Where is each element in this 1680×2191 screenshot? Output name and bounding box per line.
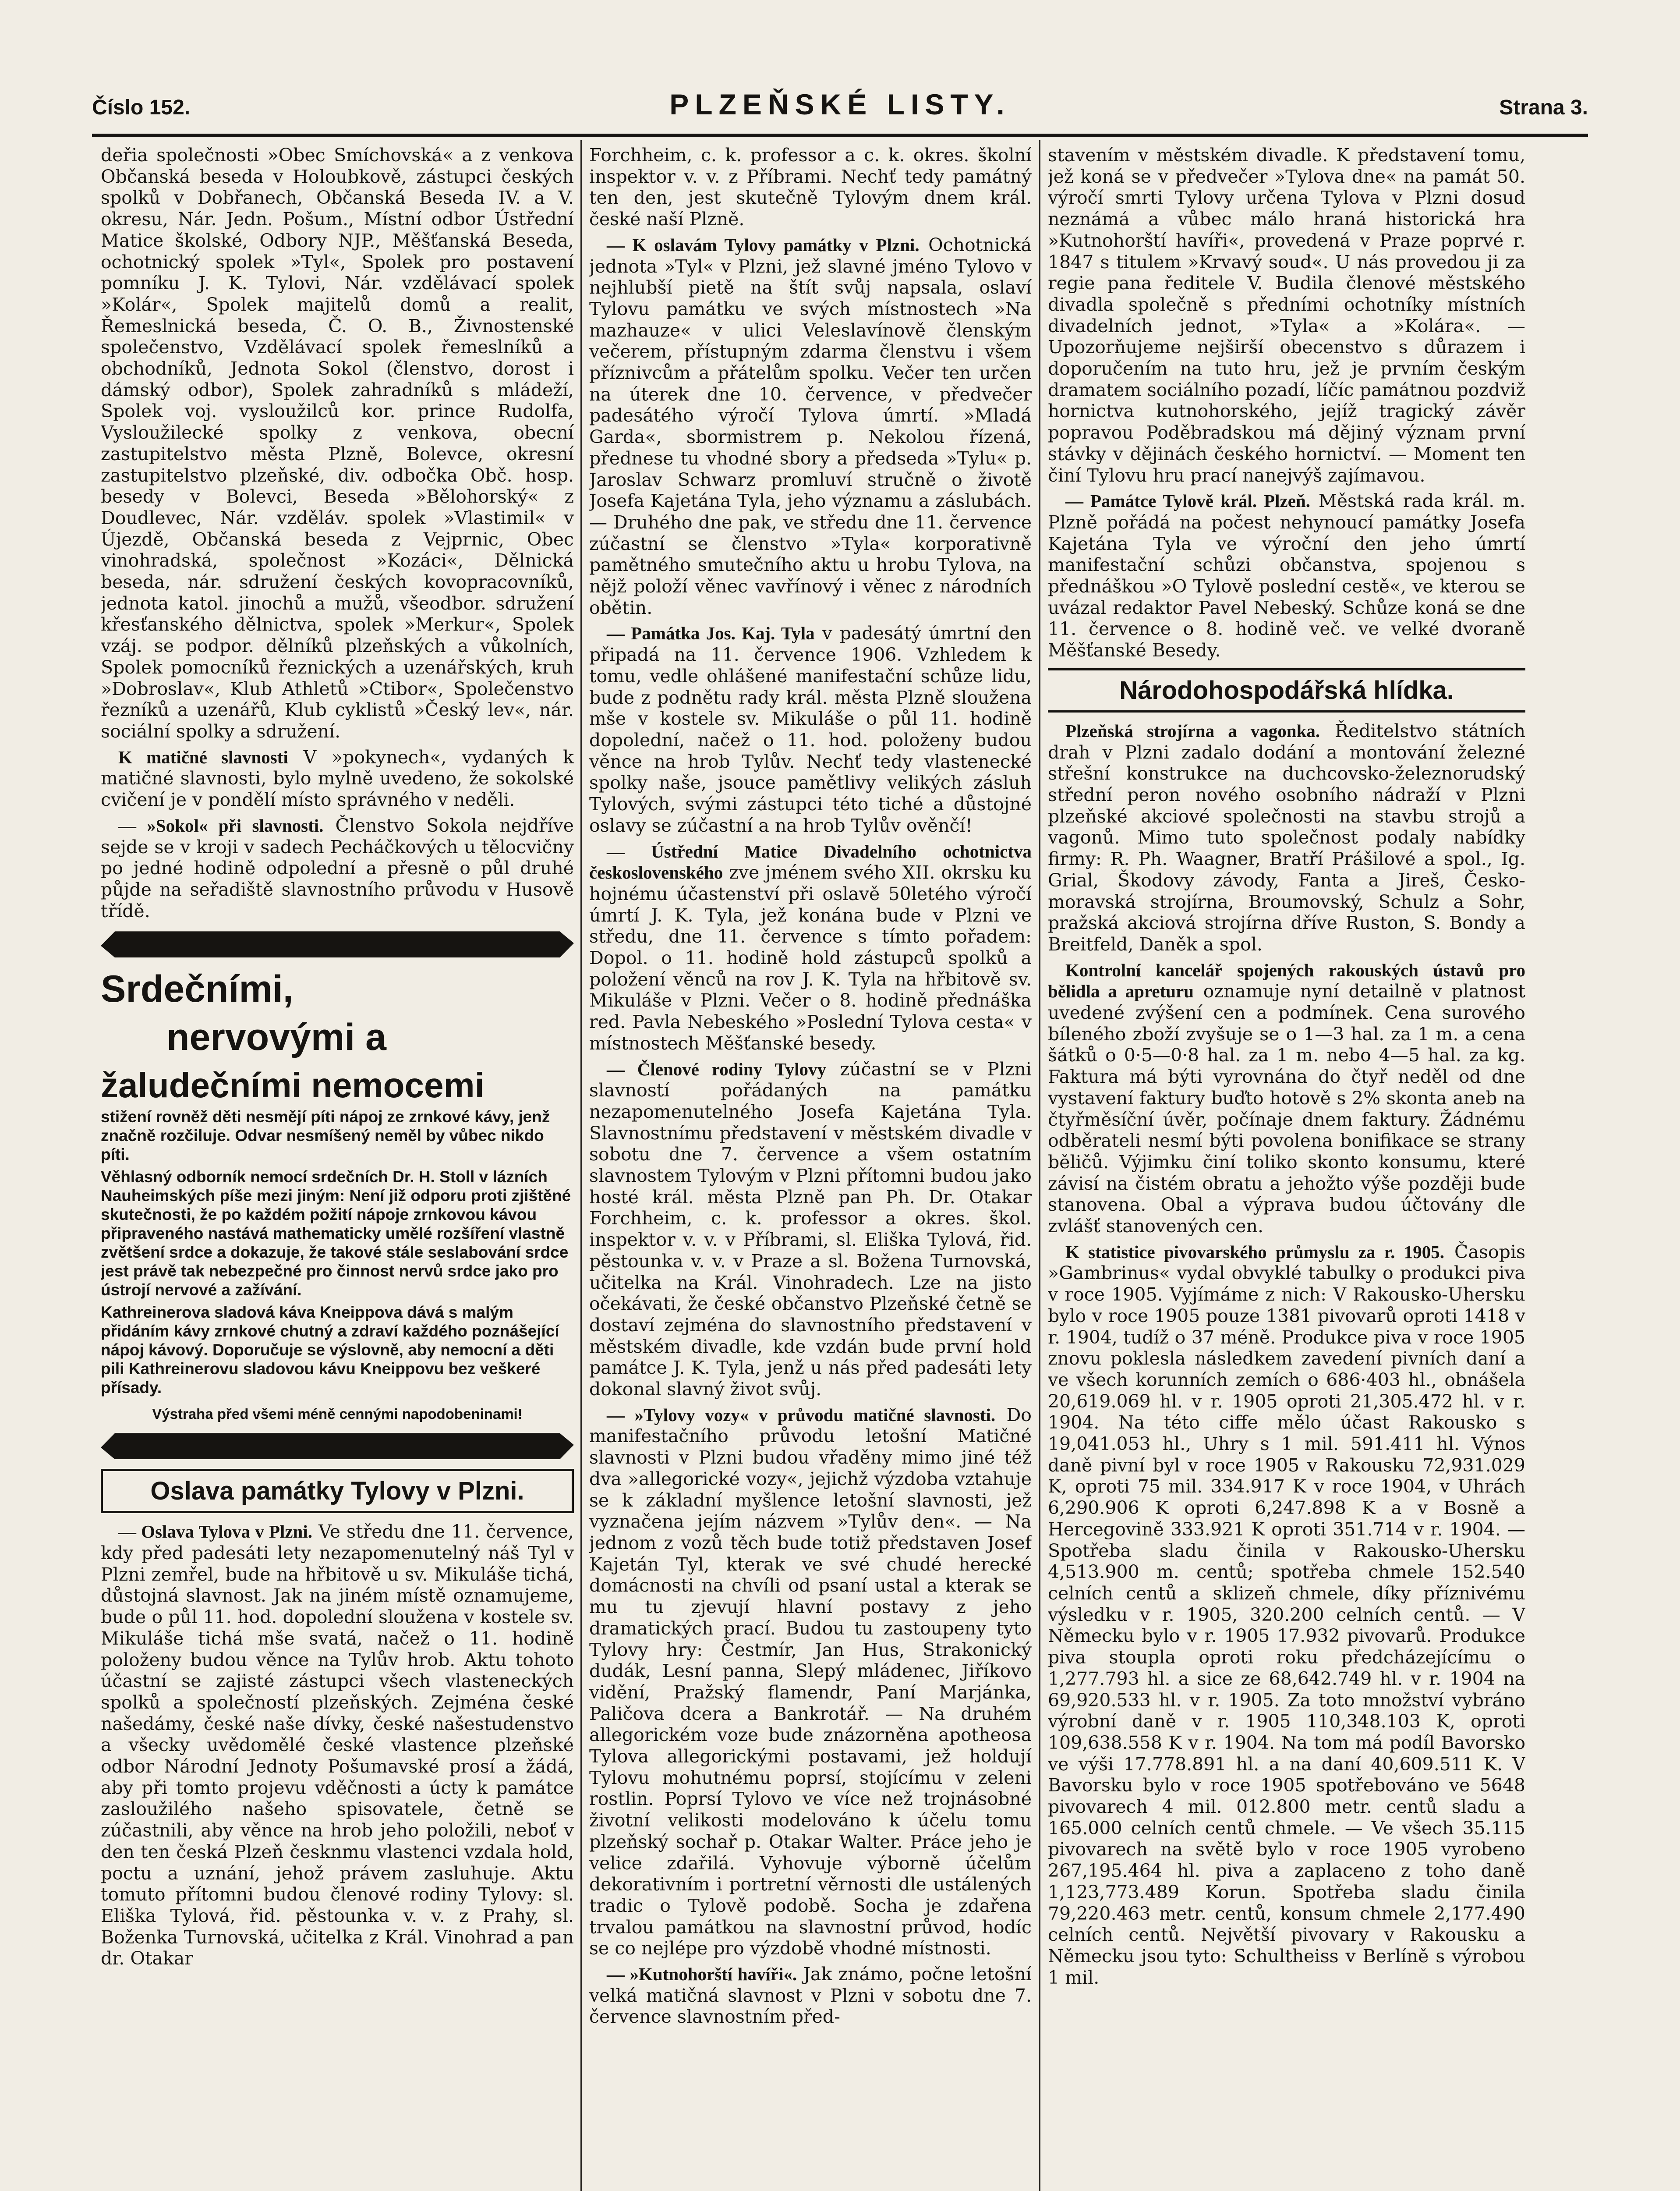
section-title-narodohospodarska: Národohospodářská hlídka. [1048, 668, 1525, 713]
col2-p4-text: zve jménem svého XII. okrsku ku hojnému účastenství při oslavě 50letého výročí úmrtí J. K. Tyla, jež konána bude v Plzni ve středu, dne 11. července s tímto pořadem: Dopol. o 11. hodině hold zástupců spolků a položení věnců na rov J. K. Tyla na hřbitově sv. Mikuláše v Plzni. Večer o 8. hodině přednáška red. Pavla Nebeského »Poslední Tylova cesta« v místnostech Měšťanské besedy. [589, 862, 1032, 1054]
col3-paragraph-4 [1048, 960, 1525, 1237]
column-3 [1048, 145, 1525, 2191]
column-2 [589, 145, 1032, 2191]
col1-paragraph-3 [101, 815, 574, 922]
advert-title-1: Srdečními, [101, 968, 294, 1010]
advert-top-rule [101, 931, 574, 957]
advert-title-3: žaludečními nemocemi [101, 1066, 485, 1105]
col3-paragraph-5 [1048, 1241, 1525, 1989]
col2-p7-text: Jak známo, počne letošní velká matičná slavnost v Plzni v sobotu dne 7. července slavnostním před- [589, 1964, 1032, 2028]
advert-kathreiner [101, 967, 574, 1423]
col2-p3-heading: — Památka Jos. Kaj. Tyla [607, 623, 815, 644]
col1-paragraph-1: deřia společnosti »Obec Smíchovská« a z venkova Občanská beseda v Holoubkově, zástupci českých spolků v Dobřanech, Občanská Beseda IV. a V. okresu, Nár. Jedn. Pošum., Místní odbor Ústřední Matice školské, Odbory NJP., Měšťanská Beseda, ochotnický spolek »Tyl«, Spolek pro postavení pomníku J. K. Tylovi, Nár. vzdělávací spolek »Kolár«, Spolek majitelů domů a realit, Řemeslnická beseda, Č. O. B., Živnostenské společenstvo, Vzdělávací spolek řemeslníků a obchodníků, Jednota Sokol (členstvo, dorost i dámský odbor), Spolek zahradníků s mládeží, Spolek voj. vysloužilců kor. prince Rudolfa, Vysloužilecké spolky z venkova, obecní zastupitelstvo města Plzně, Bolevce, okresní zastupitelstvo plzeňské, div. odbočka Obč. hosp. besedy v Bolevci, Beseda »Bělohorský« z Doudlevec, Nár. vzděláv. spolek »Vlastimil« v Újezdě, Občanská beseda z Vejprnic, Obec vinohradská, společnost »Kozáci«, Dělnická beseda, nár. sdružení českých kovopracovníků, jednota katol. jinochů a mužů, všeodbor. sdružení křesťanského dělnictva, spolek »Merkur«, Spolek vzáj. se podpor. dělníků plzeňských a vůkolních, Spolek pomocníků řeznických a uzenářských, kruh »Dobroslav«, Klub Athletů »Ctibor«, Společenstvo řezníků a uzenářů, Klub cyklistů »Český lev«, nár. sociální spolky a sdružení. [101, 145, 574, 742]
col1-p3-text: Členstvo Sokola nejdříve sejde se v kroji v sadech Pecháčkových u tělocvičny po jedné hodině odpolední a přesně o půl druhé půjde na seřadiště slavnostního průvodu v Husově třídě. [101, 815, 574, 922]
header-rule [92, 134, 1588, 137]
section-title-oslava: Oslava památky Tylovy v Plzni. [101, 1469, 574, 1513]
col3-p2-heading: — Památce Tylově král. Plzeň. [1065, 491, 1310, 511]
column-1 [101, 145, 574, 2191]
col2-paragraph-3 [589, 623, 1032, 836]
col1-p2-text: V »pokynech«, vydaných k matičné slavnosti, bylo mylně uvedeno, že sokolské cvičení je v pondělí místo správného v neděli. [101, 746, 574, 811]
col1-paragraph-2 [101, 747, 574, 811]
advert-paragraph-2: Věhlasný odborník nemocí srdečních Dr. H. Stoll v lázních Nauheimských píše mezi jiným: Není již odporu proti zjištěné skutečnosti, že po každém požití nápoje zrnkovou kávou připraveného nastává mathematicky umělé rozšíření vlastně zvětšení srdce a dokazuje, že takové stále seslabování srdce jest právě tak nebezpečné pro činnost nervů srdce jako pro ústrojí nervové a zažívání. [101, 1168, 571, 1299]
col1-paragraph-4 [101, 1521, 574, 1969]
col2-paragraph-7 [589, 1964, 1032, 2028]
col3-p5-heading: K statistice pivovarského průmyslu za r. 1905. [1065, 1241, 1444, 1262]
col3-p2-text: Městská rada král. m. Plzně pořádá na počest nehynoucí památky Josefa Kajetána Tyla ve výroční den jeho úmrtí manifestační schůzi občanstva, spojenou s přednáškou »O Tylově poslední cestě«, ve kterou se uvázal redaktor Pavel Nebeský. Schůze koná se dne 11. července o 8. hodině več. ve velké dvoraně Měšťanské Besedy. [1048, 490, 1525, 661]
col1-p3-heading: — »Sokol« při slavnosti. [118, 815, 324, 836]
column-divider-1 [580, 140, 582, 2191]
col2-paragraph-1: Forchheim, c. k. professor a c. k. okres. školní inspektor v. v. z Příbrami. Nechť tedy památný ten den, jest skutečně Tylovým dnem král. české naší Plzně. [589, 145, 1032, 230]
col2-p5-heading: — Členové rodiny Tylovy [607, 1059, 826, 1079]
col1-p2-heading: K matičné slavnosti [118, 747, 288, 767]
issue-number: Číslo 152. [92, 96, 191, 119]
col3-paragraph-1: stavením v městském divadle. K představení tomu, jež koná se v předvečer »Tylova dne« na památ 50. výročí smrti Tylovy určena Tylova v Plzni dosud neznámá a vůbec málo hraná historická hra »Kutnohorští havíři«, provedená v Praze poprvé r. 1847 s titulem »Krvavý soud«. U nás provedou ji za regie pana ředitele V. Budila členové městského divadla společně s předními ochotníky místních divadelních jednot, »Tyla« a »Kolára«. — Upozorňujeme nejširší obecenstvo s důrazem i doporučením na tuto hru, jež je prvním českým dramatem sociálního pozadí, líčíc památnou pozdviž hornictva kutnohorského, jejíž tragický závěr popravou Poděbradskou má dějiný význam první stávky v dějinách českého hornictví. — Moment ten činí Tylovu hru prací nanejvýš zajímavou. [1048, 145, 1525, 486]
col3-paragraph-3 [1048, 720, 1525, 955]
col2-p6-heading: — »Tylovy vozy« v průvodu matičné slavnosti. [607, 1404, 996, 1425]
col2-paragraph-5 [589, 1059, 1032, 1400]
advert-paragraph-3: Kathreinerova sladová káva Kneippova dává s malým přidáním kávy zrnkové chutný a zdraví každého poznášející nápoj kávový. Doporučuje se výslovně, aby nemocní a děti pili Kathreinerovu sladovou kávu Kneippovu bez veškeré přísady. [101, 1303, 559, 1397]
col3-p4-text: oznamuje nyní detailně v platnost uvedené zvýšení cen a podmínek. Cena surového bíleného zboží zvyšuje se o 1—3 hal. za 1 m. a cena šátků o 0·5—0·8 hal. za 1 m. nebo 4—5 hal. za kg. Faktura má býti vyrovnána do čtyř neděl od dne vystavení faktury buďto hotově s 2% skonta aneb na čtyřměsíční úvěr, počínaje dnem faktury. Žádnému odběrateli nesmí býti povolena bonifikace se strany běličů. Výjimku činí toliko skonto konsumu, které závisí na čistém obratu a jehožto výše později bude stanovena. Obal a výprava budou účtovány dle zvlášť stanovených cen. [1048, 981, 1525, 1237]
col3-p3-text: Ředitelstvo státních drah v Plzni zadalo dodání a montování železné střešní konstrukce na duchcovsko-železnorudský střední peron nového osobního nádraží v Plzni plzeňské akciové společnosti na stavbu strojů a vagonů. Mimo tuto společnost podaly nabídky firmy: R. Ph. Waagner, Bratří Prášilové a spol., Ig. Grial, Škodovy závody, Fanta a Jireš, Česko-moravská strojírna, Broumovský, Schulz a Sohr, pražská akciová strojírna dříve Ruston, S. Bondy a Breitfeld, Daněk a spol. [1048, 720, 1525, 955]
newspaper-title: PLZEŇSKÉ LISTY. [669, 88, 1011, 121]
col2-paragraph-6 [589, 1404, 1032, 1959]
advert-title-2: nervovými a [166, 1016, 386, 1059]
col2-p2-text: Ochotnická jednota »Tyl« v Plzni, jež slavné jméno Tylovo v nejhlubší pietě na štít svůj napsala, oslaví Tylovu památku ve svých místnostech »Na mazhauze« v ulici Veleslavínově členským večerem, přístupným zdarma členstvu i všem příznivcům a přátelům spolku. Večer ten určen na úterek dne 10. července, v předvečer padesátého výročí Tylova úmrtí. »Mladá Garda«, sbormistrem p. Nekolou řízená, přednese tu vhodné sbory a předseda »Tylu« p. Jaroslav Schwarz promluví stručně o životě Josefa Kajetána Tyla, jeho významu a záslubách. — Druhého dne pak, ve středu dne 11. července zúčastní se členstvo »Tyla« korporativně pamětného smutečního aktu u hrobu Tylova, na nějž položí věnec vavřínový i věnec z národních obětin. [589, 234, 1032, 618]
page-number: Strana 3. [1499, 96, 1588, 119]
col2-p5-text: zúčastní se v Plzni slavností pořádaných na památku nezapomenutelného Josefa Kajetána Tyla. Slavnostnímu představení v městském divadle v sobotu dne 7. července a všem ostatním slavnostem Tylovým v Plzni přítomni budou jako hosté král. města Plzně pan Ph. Dr. Otakar Forchheim, c. k. professor a okres. škol. inspektor v. v. v Příbrami, sl. Eliška Tylová, řid. pěstounka v. v. v Praze a sl. Božena Turnovská, učitelka na Král. Vinohradech. Lze na jisto očekávati, že české občanstvo Plzeňské četně se dostaví zejména do slavnostního představení v městském divadle, kde vzdán bude první hold památce J. K. Tyla, jenž u nás před padesáti lety dokonal slavný život svůj. [589, 1058, 1032, 1400]
col2-p4-heading: — Ústřední Matice Divadelního ochotnictva československého [589, 841, 1032, 883]
advert-body [101, 1107, 574, 1397]
col1-p4-text: Ve středu dne 11. července, kdy před padesáti lety nezapomenutelný náš Tyl v Plzni zemřel, bude na hřbitově u sv. Mikuláše tichá, důstojná slavnost. Jak na jiném místě oznamujeme, bude o půl 11. hod. dopolední sloužena v kostele sv. Mikuláše tichá mše svatá, načež o 11. hodině položeny budou věnce na Tylův hrob. Aktu tohoto účastní se zajisté zástupci všech vlasteneckých spolků a společností plzeňských. Zejména české našedámy, české naše dívky, české našestudenstvo a všecky uvědomělé české vlastence plzeňské odbor Národní Jednoty Pošumavské prosí a žádá, aby při tomto projevu vděčnosti a úcty k památce zasloužilého našeho spisovatele, četně se zúčastnili, aby věnce na hrob jeho položili, neboť v den ten česká Plzeň česknmu vlastenci vzdala hold, poctu a uznání, jehož právem zasluhuje. Aktu tomuto přítomni budou členové rodiny Tylovy: sl. Eliška Tylová, řid. pěstounka v. v. z Prahy, sl. Boženka Turnovská, učitelka z Král. Vinohrad a pan dr. Otakar [101, 1521, 574, 1969]
col2-paragraph-4 [589, 841, 1032, 1054]
column-divider-2 [1039, 140, 1040, 2191]
col2-p7-heading: — »Kutnohorští havíři«. [607, 1964, 797, 1985]
col2-p2-heading: — K oslavám Tylovy památky v Plzni. [607, 234, 920, 255]
page-header [92, 88, 1588, 127]
col2-p6-text: Do manifestačního průvodu letošní Matičné slavnosti v Plzni budou vřaděny mimo jiné též dva »allegorické vozy«, jejichž výzdoba vztahuje se k základní myšlence letošní slavnosti, jež vyznačena jejím názvem »Tylův den«. — Na jednom z vozů těch bude totiž představen Josef Kajetán Tyl, kterak ve své chudé herecké domácnosti na chvíli od psaní ustal a kterak se mu tu zjevují hlavní postavy z jeho dramatických prací. Budou tu zastoupeny tyto Tylovy hry: Čestmír, Jan Hus, Strakonický dudák, Lesní panna, Slepý mládenec, Jiříkovo vidění, Pražský flamendr, Paní Marjánka, Paličova dcera a Bankrotář. — Na druhém allegorickém voze bude znázorněna apotheosa Tylova allegorickými postavami, jež holdují Tylovu mohutnému poprsí, stojícímu v zeleni rostlin. Poprsí Tylovo ve více než trojnásobné životní velikosti modelováno k účelu tomu plzeňský sochař p. Otakar Walter. Práce jeho je velice zdařilá. Vyhovuje výborně účelům dekorativním i portretní věrnosti dle ustálených tradic o Tylově podobě. Socha je zdařena trvalou památkou na slavnostní průvod, hodíc se co nejlépe pro výzdobě vhodné místnosti. [589, 1404, 1032, 1959]
advert-paragraph-1: stižení rovněž děti nesmějí píti nápoj ze zrnkové kávy, jenž značně rozčiluje. Odvar nesmíšený neměl by vůbec nikdo píti. [101, 1108, 550, 1164]
col2-paragraph-2 [589, 234, 1032, 619]
col1-p4-heading: — Oslava Tylova v Plzni. [118, 1521, 312, 1542]
advert-warning: Výstraha před všemi méně cennými napodobeninami! [152, 1406, 523, 1422]
col3-p3-heading: Plzeňská strojírna a vagonka. [1065, 720, 1320, 741]
col3-p4-heading: Kontrolní kancelář spojených rakouských ústavů pro bělidla a apreturu [1048, 960, 1525, 1002]
advert-bottom-rule [101, 1433, 574, 1459]
col3-p5-text: Časopis »Gambrinus« vydal obvyklé tabulky o produkci piva v roce 1905. Vyjímáme z nich: V Rakousko-Uhersku bylo v roce 1905 pouze 1381 pivovarů oproti 1418 v r. 1904, tudíž o 37 méně. Produkce piva v roce 1905 znovu poklesla následkem zavedení pivních daní a ve všech korunních zemích o 686·403 hl., obnášela 20,619.069 hl. v r. 1905 oproti 21,305.472 hl. v r. 1904. Na této ciffe mělo účast Rakousko s 19,041.053 hl., Uhry s 1 mil. 591.411 hl. Výnos daně pivní byl v roce 1905 v Rakousku 72,931.029 K, oproti 75 mil. 334.917 K v roce 1904, v Uhrách 6,290.906 K oproti 6,247.898 K a v Bosně a Hercegovině 333.921 K oproti 351.714 v r. 1904. — Spotřeba sladu činila v Rakousko-Uhersku 4,513.900 m. centů; spotřeba chmele 152.540 celních centů a sklizeň chmele, díky příznivému výsledku v r. 1905, 320.200 celních centů. — V Německu bylo v r. 1905 17.932 pivovarů. Produkce piva stoupla oproti roku předcházejícímu o 1,277.793 hl. a sice ze 68,642.749 hl. v r. 1904 na 69,920.533 hl. v r. 1905. Za toto množství vybráno výrobní daně v r. 1905 110,348.103 K, oproti 109,638.558 K v r. 1904. Na tom má podíl Bavorsko ve výši 17.778.891 hl. a na daní 40,609.511 K. V Bavorsku bylo v roce 1905 spotřebováno ve 5648 pivovarech 4 mil. 012.800 metr. centů sladu a 165.000 celních centů chmele. — Ve všech 35.115 pivovarech na světě bylo v roce 1905 vyrobeno 267,195.464 hl. piva a zaplaceno z toho daně 1,123,773.489 Korun. Spotřeba sladu činila 79,220.463 metr. centů, konsum chmele 2,177.490 celních centů. Největší pivovary v Rakousku a Německu jsou tyto: Schultheiss v Berlíně s výrobou 1 mil. [1048, 1241, 1525, 1988]
col3-paragraph-2 [1048, 490, 1525, 661]
col2-p3-text: v padesátý úmrtní den připadá na 11. července 1906. Vzhledem k tomu, vedle ohlášené manifestační schůze lidu, bude z podnětu rady král. města Plzně sloužena mše v kostele sv. Mikuláše o půl 11. hodině dopolední, načež o 11. hod. položeny budou věnce na hrob Tylův. Nechť tedy vlastenecké spolky naše, jsouce pamětlivy velikých zásluh Tylových, svými zástupci této tiché a důstojné oslavy se zúčastní a na hrob Tylův ověnčí! [589, 623, 1032, 836]
